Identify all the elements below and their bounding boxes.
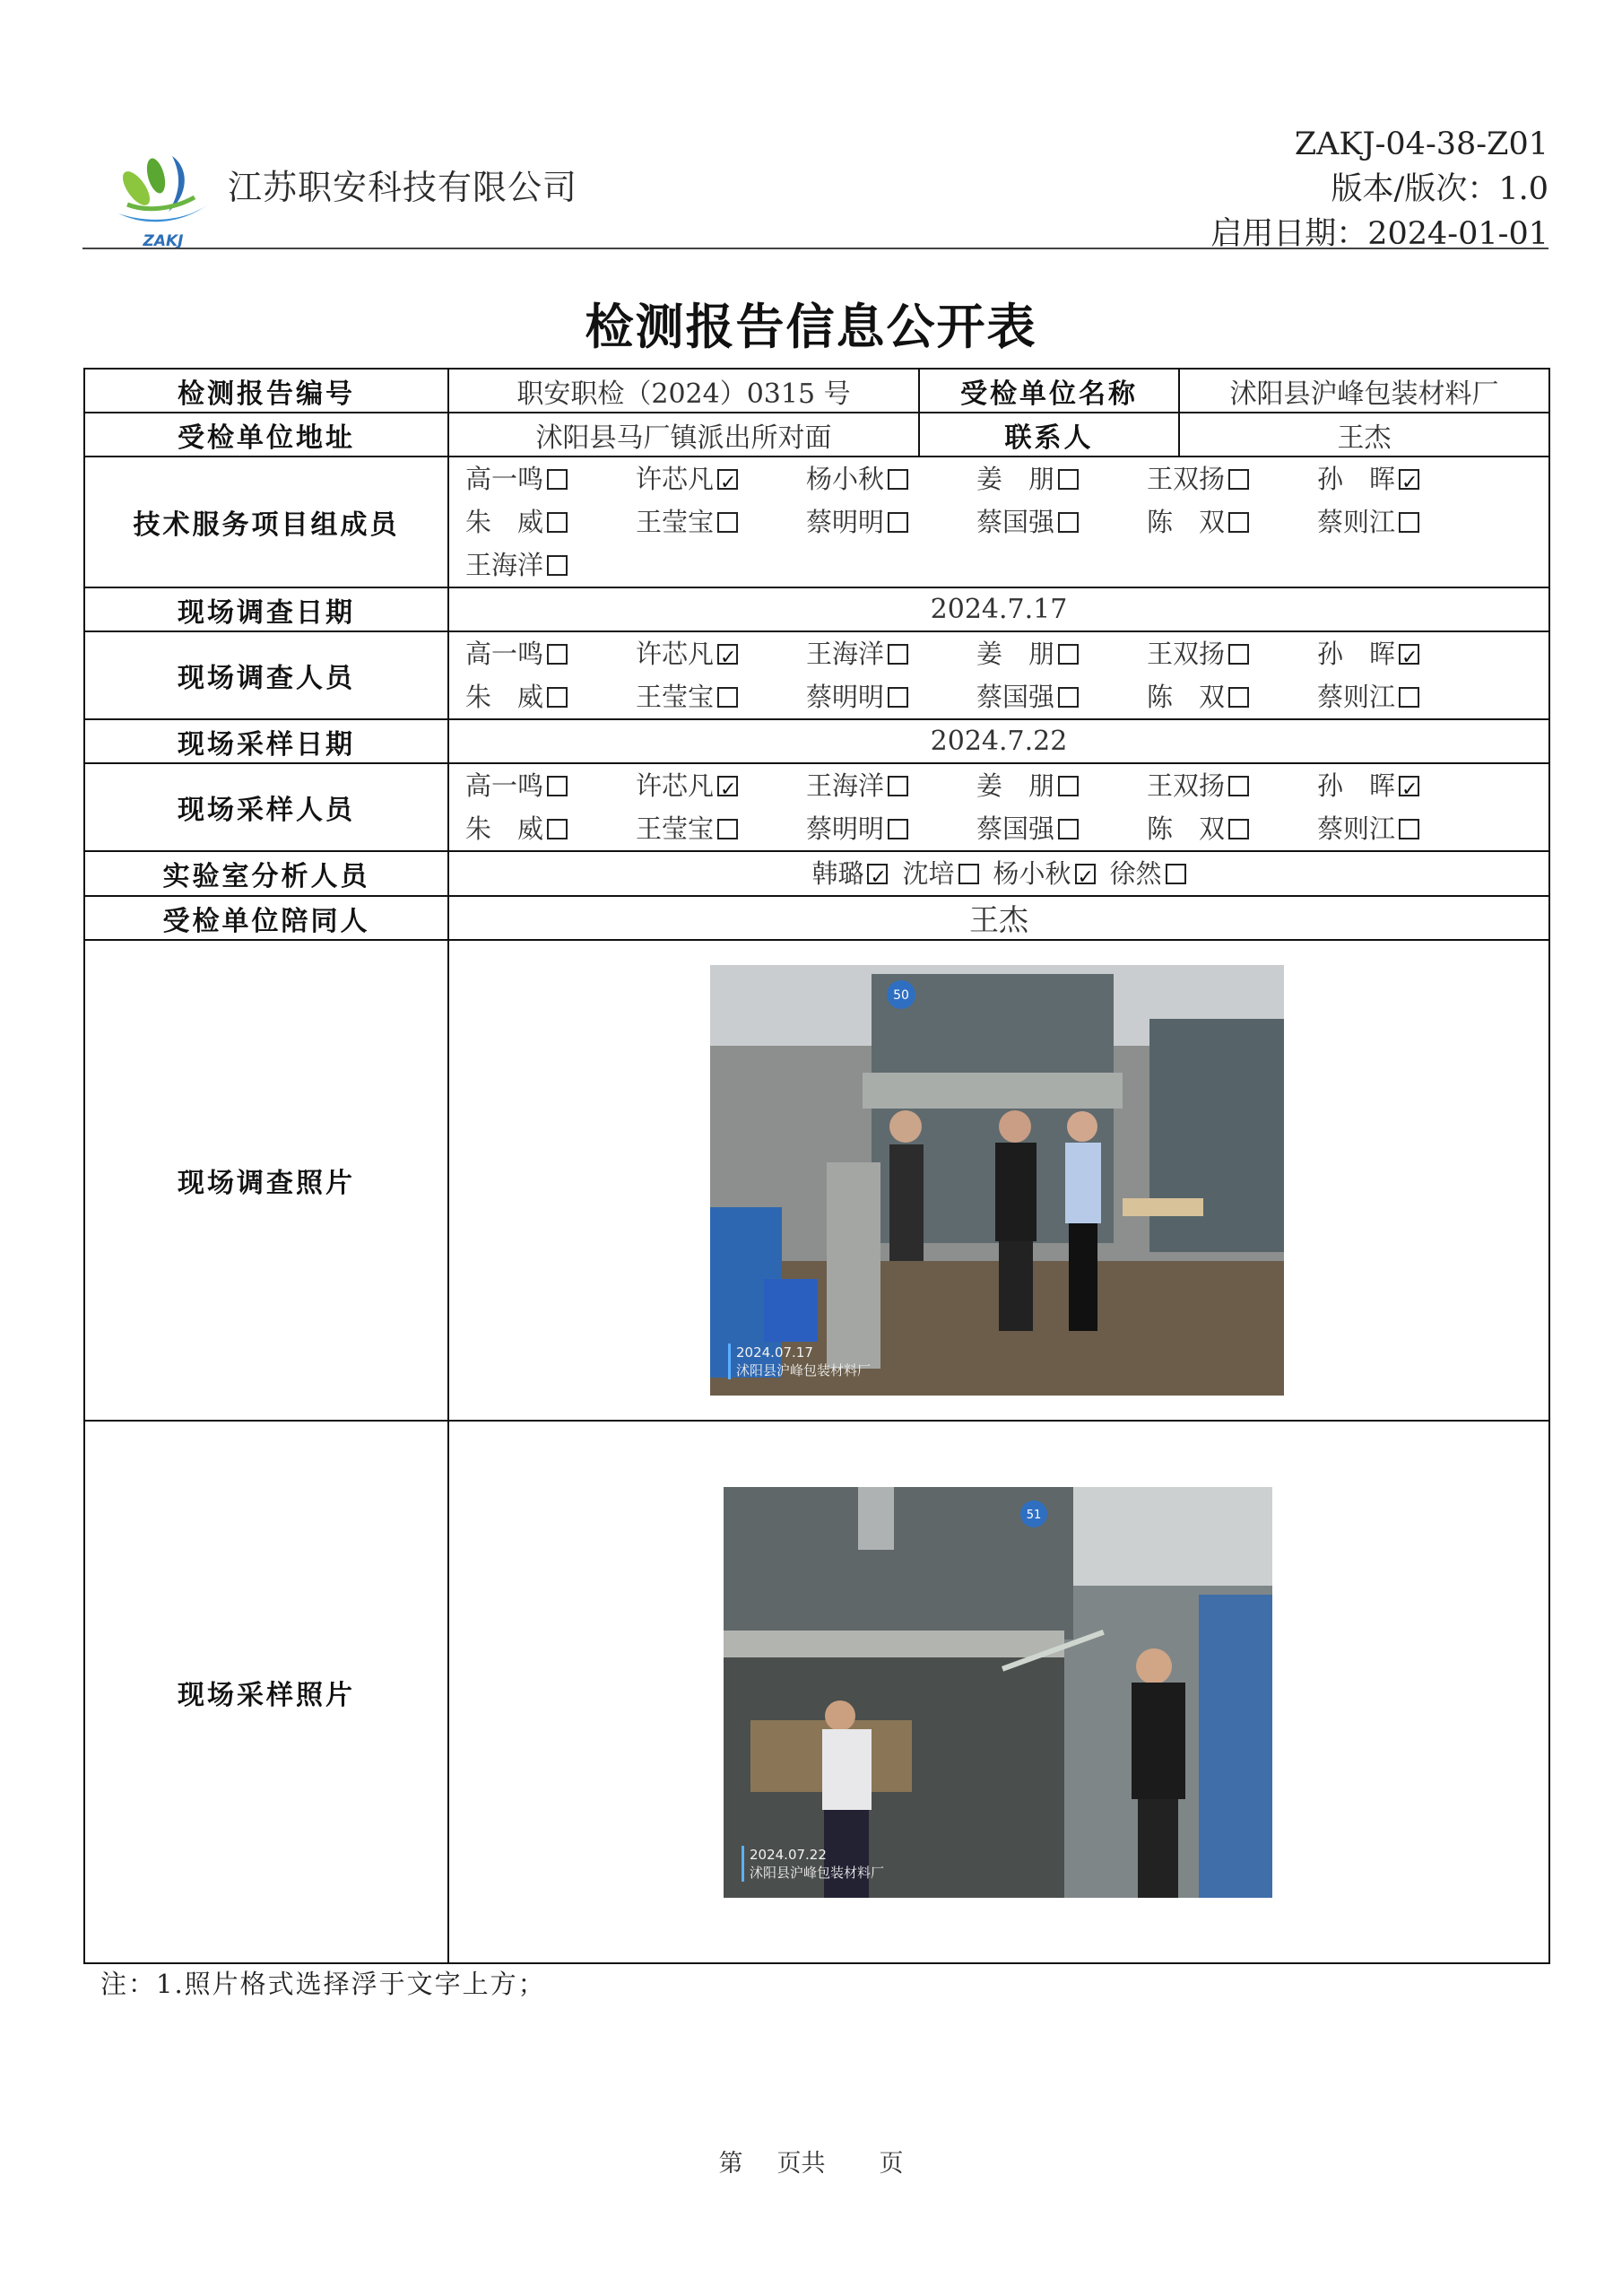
lab-label: 实验室分析人员 bbox=[84, 851, 448, 896]
address-value: 沭阳县马厂镇派出所对面 bbox=[448, 413, 919, 457]
unchecked-checkbox-icon[interactable] bbox=[547, 469, 568, 490]
sampling-photo-stamp: 2024.07.22 沭阳县沪峰包装材料厂 bbox=[742, 1846, 884, 1882]
unchecked-checkbox-icon[interactable] bbox=[1058, 687, 1079, 708]
person-name: 王莹宝 bbox=[636, 813, 715, 844]
person-checkbox-item bbox=[806, 500, 976, 544]
person-checkbox-item bbox=[1147, 500, 1317, 544]
survey-staff-label: 现场调查人员 bbox=[84, 631, 448, 719]
machine-number-badge bbox=[1019, 1500, 1048, 1528]
person-checkbox-item bbox=[1110, 858, 1186, 889]
person-checkbox-item bbox=[902, 858, 978, 889]
person-checkbox-item bbox=[1147, 632, 1317, 675]
person-checkbox-item bbox=[636, 807, 806, 850]
person-checkbox-item bbox=[1317, 457, 1488, 500]
checked-checkbox-icon[interactable] bbox=[717, 776, 738, 796]
person-checkbox-item bbox=[1147, 764, 1317, 807]
sampling-staff-label: 现场采样人员 bbox=[84, 763, 448, 851]
person-checkbox-item bbox=[1317, 675, 1488, 718]
person-name: 姜 朋 bbox=[976, 464, 1055, 494]
person-name: 蔡国强 bbox=[976, 507, 1055, 537]
checked-checkbox-icon[interactable] bbox=[1399, 776, 1419, 796]
unchecked-checkbox-icon[interactable] bbox=[1228, 687, 1249, 708]
unchecked-checkbox-icon[interactable] bbox=[1058, 644, 1079, 665]
person-name: 王海洋 bbox=[806, 770, 885, 801]
unchecked-checkbox-icon[interactable] bbox=[547, 687, 568, 708]
person-name: 孙 晖 bbox=[1317, 770, 1396, 801]
company-name: 江苏职安科技有限公司 bbox=[228, 168, 578, 207]
person-name: 王双扬 bbox=[1147, 464, 1226, 494]
unchecked-checkbox-icon[interactable] bbox=[888, 644, 908, 665]
person-checkbox-item bbox=[811, 858, 888, 889]
person-name: 蔡明明 bbox=[806, 507, 885, 537]
person-name: 王双扬 bbox=[1147, 770, 1226, 801]
unit-name-label: 受检单位名称 bbox=[919, 369, 1179, 413]
person-name: 王海洋 bbox=[806, 639, 885, 669]
person-name: 高一鸣 bbox=[465, 770, 544, 801]
unchecked-checkbox-icon[interactable] bbox=[888, 687, 908, 708]
sampling-date-label: 现场采样日期 bbox=[84, 719, 448, 763]
team-members-cell bbox=[448, 457, 1549, 587]
header-divider bbox=[82, 248, 1548, 249]
unchecked-checkbox-icon[interactable] bbox=[1058, 469, 1079, 490]
survey-date-label: 现场调查日期 bbox=[84, 587, 448, 631]
contact-value: 王杰 bbox=[1179, 413, 1549, 457]
person-checkbox-item bbox=[636, 632, 806, 675]
person-name: 高一鸣 bbox=[465, 639, 544, 669]
page-title: 检测报告信息公开表 bbox=[585, 298, 1037, 355]
person-checkbox-item bbox=[976, 457, 1147, 500]
person-name: 王莹宝 bbox=[636, 507, 715, 537]
person-name: 姜 朋 bbox=[976, 770, 1055, 801]
person-checkbox-item bbox=[1147, 807, 1317, 850]
survey-photo-cell bbox=[448, 940, 1549, 1421]
document-meta bbox=[1210, 122, 1548, 257]
team-members-list bbox=[449, 457, 1548, 587]
sampling-photo-label: 现场采样照片 bbox=[84, 1421, 448, 1963]
person-checkbox-item bbox=[976, 807, 1147, 850]
person-name: 王莹宝 bbox=[636, 682, 715, 712]
person-checkbox-item bbox=[1317, 500, 1488, 544]
person-checkbox-item bbox=[1317, 632, 1488, 675]
person-name: 蔡明明 bbox=[806, 813, 885, 844]
effective-date: 启用日期：2024-01-01 bbox=[1210, 216, 1548, 252]
person-name: 蔡国强 bbox=[976, 813, 1055, 844]
unchecked-checkbox-icon[interactable] bbox=[1058, 819, 1079, 839]
person-checkbox-item bbox=[465, 675, 636, 718]
person-checkbox-item bbox=[806, 764, 976, 807]
unchecked-checkbox-icon[interactable] bbox=[717, 687, 738, 708]
unchecked-checkbox-icon[interactable] bbox=[958, 864, 979, 884]
sampling-photo bbox=[724, 1487, 1272, 1898]
person-name: 杨小秋 bbox=[993, 858, 1071, 889]
address-label: 受检单位地址 bbox=[84, 413, 448, 457]
person-checkbox-item bbox=[1147, 457, 1317, 500]
sampling-photo-cell bbox=[448, 1421, 1549, 1963]
person-name: 王海洋 bbox=[465, 550, 544, 580]
checked-checkbox-icon[interactable] bbox=[1075, 864, 1096, 884]
person-checkbox-item bbox=[636, 764, 806, 807]
person-checkbox-item bbox=[465, 500, 636, 544]
doc-code: ZAKJ-04-38-Z01 bbox=[1294, 126, 1548, 162]
checked-checkbox-icon[interactable] bbox=[1399, 644, 1419, 665]
unchecked-checkbox-icon[interactable] bbox=[717, 512, 738, 533]
person-checkbox-item bbox=[636, 675, 806, 718]
person-name: 许芯凡 bbox=[636, 770, 715, 801]
unchecked-checkbox-icon[interactable] bbox=[1399, 819, 1419, 839]
unchecked-checkbox-icon[interactable] bbox=[888, 512, 908, 533]
escort-value: 王杰 bbox=[448, 896, 1549, 940]
person-checkbox-item bbox=[465, 807, 636, 850]
contact-label: 联系人 bbox=[919, 413, 1179, 457]
team-label: 技术服务项目组成员 bbox=[84, 457, 448, 587]
unchecked-checkbox-icon[interactable] bbox=[888, 469, 908, 490]
unchecked-checkbox-icon[interactable] bbox=[547, 644, 568, 665]
unchecked-checkbox-icon[interactable] bbox=[547, 512, 568, 533]
unchecked-checkbox-icon[interactable] bbox=[547, 555, 568, 576]
person-checkbox-item bbox=[806, 632, 976, 675]
person-checkbox-item bbox=[465, 632, 636, 675]
person-name: 蔡则江 bbox=[1317, 507, 1396, 537]
person-name: 杨小秋 bbox=[806, 464, 885, 494]
survey-photo bbox=[710, 965, 1284, 1396]
checked-checkbox-icon[interactable] bbox=[717, 644, 738, 665]
unchecked-checkbox-icon[interactable] bbox=[1228, 512, 1249, 533]
report-table bbox=[83, 368, 1550, 1964]
person-checkbox-item bbox=[465, 544, 636, 587]
survey-date-value: 2024.7.17 bbox=[448, 587, 1549, 631]
person-name: 蔡则江 bbox=[1317, 813, 1396, 844]
person-name: 姜 朋 bbox=[976, 639, 1055, 669]
survey-photo-stamp: 2024.07.17 沭阳县沪峰包装材料厂 bbox=[728, 1344, 871, 1379]
svg-text:51: 51 bbox=[1026, 1508, 1042, 1522]
unit-name-value: 沭阳县沪峰包装材料厂 bbox=[1179, 369, 1549, 413]
unchecked-checkbox-icon[interactable] bbox=[1228, 469, 1249, 490]
person-name: 孙 晖 bbox=[1317, 464, 1396, 494]
person-name: 蔡明明 bbox=[806, 682, 885, 712]
person-checkbox-item bbox=[465, 764, 636, 807]
person-name: 孙 晖 bbox=[1317, 639, 1396, 669]
person-name: 徐然 bbox=[1109, 858, 1162, 889]
survey-photo-scene bbox=[710, 965, 1284, 1396]
doc-version: 版本/版次：1.0 bbox=[1331, 171, 1548, 207]
person-checkbox-item bbox=[806, 457, 976, 500]
unchecked-checkbox-icon[interactable] bbox=[1399, 512, 1419, 533]
person-name: 韩璐 bbox=[811, 858, 864, 889]
sampling-date-value: 2024.7.22 bbox=[448, 719, 1549, 763]
footnote: 注：1.照片格式选择浮于文字上方； bbox=[100, 1969, 546, 1999]
person-name: 许芯凡 bbox=[636, 639, 715, 669]
survey-staff-list bbox=[449, 632, 1548, 718]
checked-checkbox-icon[interactable] bbox=[717, 469, 738, 490]
person-name: 沈培 bbox=[902, 858, 955, 889]
sampling-staff-list bbox=[449, 764, 1548, 850]
checked-checkbox-icon[interactable] bbox=[867, 864, 888, 884]
person-checkbox-item bbox=[1317, 807, 1488, 850]
unchecked-checkbox-icon[interactable] bbox=[1399, 687, 1419, 708]
unchecked-checkbox-icon[interactable] bbox=[717, 819, 738, 839]
person-checkbox-item bbox=[636, 457, 806, 500]
person-checkbox-item bbox=[636, 500, 806, 544]
svg-text:ZAKJ: ZAKJ bbox=[143, 232, 184, 250]
unchecked-checkbox-icon[interactable] bbox=[888, 776, 908, 796]
unchecked-checkbox-icon[interactable] bbox=[1058, 512, 1079, 533]
person-name: 高一鸣 bbox=[465, 464, 544, 494]
unchecked-checkbox-icon[interactable] bbox=[1228, 644, 1249, 665]
sampling-photo-scene bbox=[724, 1487, 1272, 1898]
person-name: 王双扬 bbox=[1147, 639, 1226, 669]
report-no-value: 职安职检（2024）0315 号 bbox=[448, 369, 919, 413]
person-checkbox-item bbox=[976, 764, 1147, 807]
unchecked-checkbox-icon[interactable] bbox=[1166, 864, 1186, 884]
person-checkbox-item bbox=[806, 675, 976, 718]
person-name: 陈 双 bbox=[1147, 507, 1226, 537]
person-name: 蔡国强 bbox=[976, 682, 1055, 712]
person-checkbox-item bbox=[976, 500, 1147, 544]
person-name: 许芯凡 bbox=[636, 464, 715, 494]
person-name: 朱 威 bbox=[465, 507, 544, 537]
unchecked-checkbox-icon[interactable] bbox=[547, 819, 568, 839]
person-name: 朱 威 bbox=[465, 682, 544, 712]
unchecked-checkbox-icon[interactable] bbox=[547, 776, 568, 796]
person-name: 陈 双 bbox=[1147, 813, 1226, 844]
machine-number-badge bbox=[886, 979, 916, 1010]
page-footer: 第 页共 页 bbox=[718, 2150, 904, 2178]
person-name: 蔡则江 bbox=[1317, 682, 1396, 712]
unchecked-checkbox-icon[interactable] bbox=[1228, 819, 1249, 839]
unchecked-checkbox-icon[interactable] bbox=[1058, 776, 1079, 796]
svg-text:50: 50 bbox=[893, 988, 909, 1003]
company-logo bbox=[109, 142, 217, 251]
person-name: 陈 双 bbox=[1147, 682, 1226, 712]
page-header bbox=[82, 117, 1548, 252]
checked-checkbox-icon[interactable] bbox=[1399, 469, 1419, 490]
survey-staff-cell bbox=[448, 631, 1549, 719]
sampling-staff-cell bbox=[448, 763, 1549, 851]
person-checkbox-item bbox=[465, 457, 636, 500]
person-checkbox-item bbox=[993, 858, 1096, 889]
lab-staff-list bbox=[449, 852, 1548, 895]
report-no-label: 检测报告编号 bbox=[84, 369, 448, 413]
person-checkbox-item bbox=[1317, 764, 1488, 807]
person-checkbox-item bbox=[806, 807, 976, 850]
person-checkbox-item bbox=[1147, 675, 1317, 718]
escort-label: 受检单位陪同人 bbox=[84, 896, 448, 940]
survey-photo-label: 现场调查照片 bbox=[84, 940, 448, 1421]
lab-staff-cell bbox=[448, 851, 1549, 896]
unchecked-checkbox-icon[interactable] bbox=[888, 819, 908, 839]
person-checkbox-item bbox=[976, 632, 1147, 675]
unchecked-checkbox-icon[interactable] bbox=[1228, 776, 1249, 796]
person-checkbox-item bbox=[976, 675, 1147, 718]
person-name: 朱 威 bbox=[465, 813, 544, 844]
